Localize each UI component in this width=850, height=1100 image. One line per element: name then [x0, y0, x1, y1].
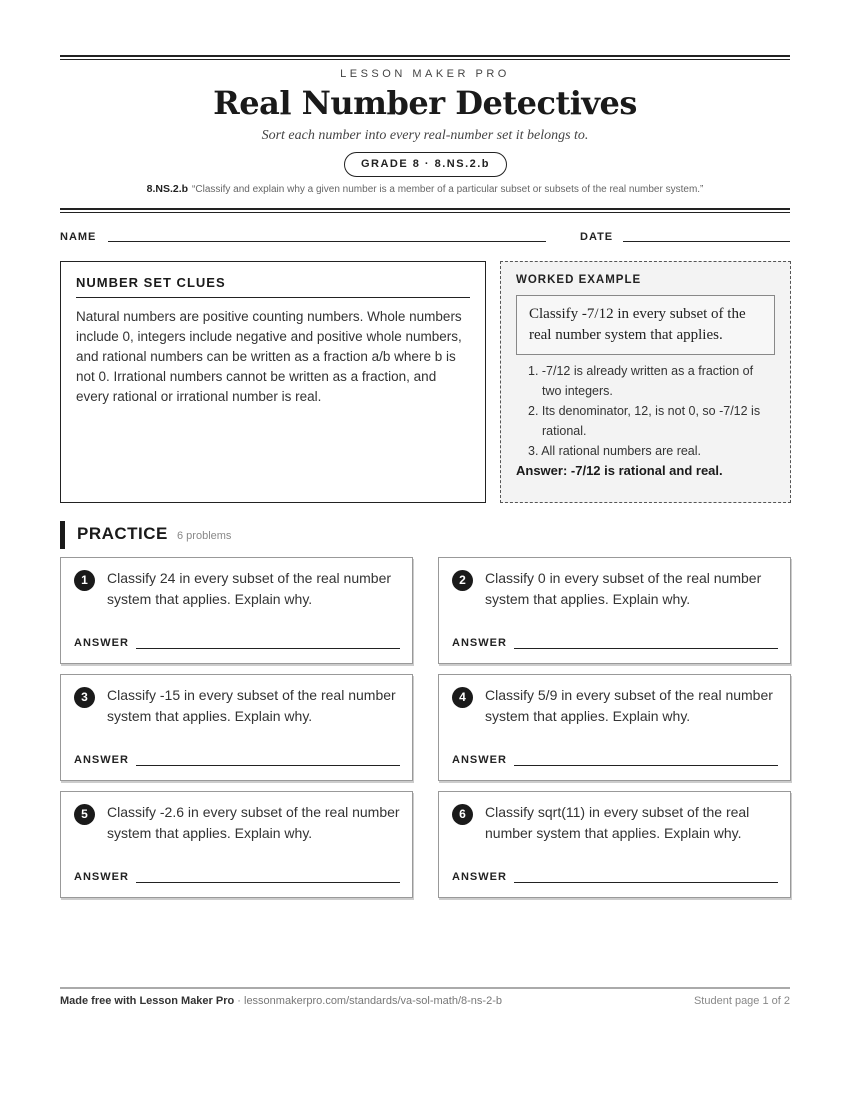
practice-accent-bar — [60, 521, 65, 549]
name-field[interactable] — [108, 241, 546, 242]
problem-text: Classify sqrt(11) in every subset of the real number system that applies. Explain why. — [485, 804, 750, 841]
problem-number: 1 — [74, 570, 95, 591]
problem-text: Classify 5/9 in every subset of the real number system that applies. Explain why. — [485, 687, 773, 724]
answer-label: ANSWER — [74, 637, 129, 649]
answer-label: ANSWER — [74, 871, 129, 883]
example-step: 3. All rational numbers are real. — [528, 444, 702, 458]
answer-line[interactable] — [136, 765, 400, 766]
answer-label: ANSWER — [452, 754, 507, 766]
answer-line[interactable] — [514, 765, 778, 766]
worked-example-panel — [500, 261, 791, 503]
header-bottom-rule — [60, 208, 790, 213]
footer-credit — [60, 995, 502, 1007]
practice-title: PRACTICE — [77, 524, 168, 543]
footer-made-with: Made free with Lesson Maker Pro — [60, 995, 235, 1007]
problem-card-6 — [438, 791, 791, 898]
standard-text: “Classify and explain why a given number is a member of a particular subset or subsets of the real number system.” — [192, 184, 704, 195]
example-prompt: Classify -7/12 in every subset of the real number system that applies. — [516, 295, 775, 355]
example-step: 2. Its denominator, 12, is not 0, so -7/12 is rational. — [528, 404, 761, 438]
problem-number: 5 — [74, 804, 95, 825]
problem-text: Classify 0 in every subset of the real number system that applies. Explain why. — [485, 570, 762, 607]
problem-card-2 — [438, 557, 791, 664]
example-step: 1. -7/12 is already written as a fraction of two integers. — [528, 364, 754, 398]
example-heading: WORKED EXAMPLE — [516, 274, 642, 286]
problem-number: 3 — [74, 687, 95, 708]
answer-line[interactable] — [514, 882, 778, 883]
answer-line[interactable] — [136, 882, 400, 883]
answer-line[interactable] — [514, 648, 778, 649]
footer-rule — [60, 987, 790, 989]
problem-number: 4 — [452, 687, 473, 708]
header-top-rule — [60, 55, 790, 60]
footer-page-number: Student page 1 of 2 — [693, 995, 790, 1007]
answer-label: ANSWER — [74, 754, 129, 766]
footer-url[interactable]: · lessonmakerpro.com/standards/va-sol-math/8-ns-2-b — [237, 995, 502, 1007]
problem-text: Classify -15 in every subset of the real number system that applies. Explain why. — [107, 687, 396, 724]
grade-badge: GRADE 8 · 8.NS.2.b — [344, 152, 507, 177]
date-label: DATE — [580, 231, 614, 243]
problem-card-4 — [438, 674, 791, 781]
problem-number: 2 — [452, 570, 473, 591]
number-set-clues-panel — [60, 261, 486, 503]
date-field[interactable] — [623, 241, 790, 242]
problem-card-1 — [60, 557, 413, 664]
example-steps — [516, 361, 775, 461]
brand-name: LESSON MAKER PRO — [340, 68, 510, 80]
problem-text: Classify -2.6 in every subset of the real number system that applies. Explain why. — [107, 804, 400, 841]
problem-card-3 — [60, 674, 413, 781]
problem-text: Classify 24 in every subset of the real number system that applies. Explain why. — [107, 570, 392, 607]
name-label: NAME — [60, 231, 97, 243]
page-title: Real Number Detectives — [213, 84, 637, 122]
example-answer: Answer: -7/12 is rational and real. — [516, 463, 723, 478]
answer-label: ANSWER — [452, 871, 507, 883]
problem-card-5 — [60, 791, 413, 898]
answer-label: ANSWER — [452, 637, 507, 649]
standard-code: 8.NS.2.b — [146, 183, 189, 195]
page-subtitle: Sort each number into every real-number set it belongs to. — [261, 128, 589, 143]
answer-line[interactable] — [136, 648, 400, 649]
problem-number: 6 — [452, 804, 473, 825]
standard-line — [0, 183, 850, 195]
clues-body: Natural numbers are positive counting numbers. Whole numbers include 0, integers include negative and positive whole numbers, and rational numbers can be written as a fraction a/b where b is not 0. Irrational numbers cannot be written as a fraction, and every rational or irrational number is real. — [76, 309, 462, 404]
clues-heading: NUMBER SET CLUES — [76, 275, 470, 298]
practice-count: 6 problems — [177, 530, 232, 542]
